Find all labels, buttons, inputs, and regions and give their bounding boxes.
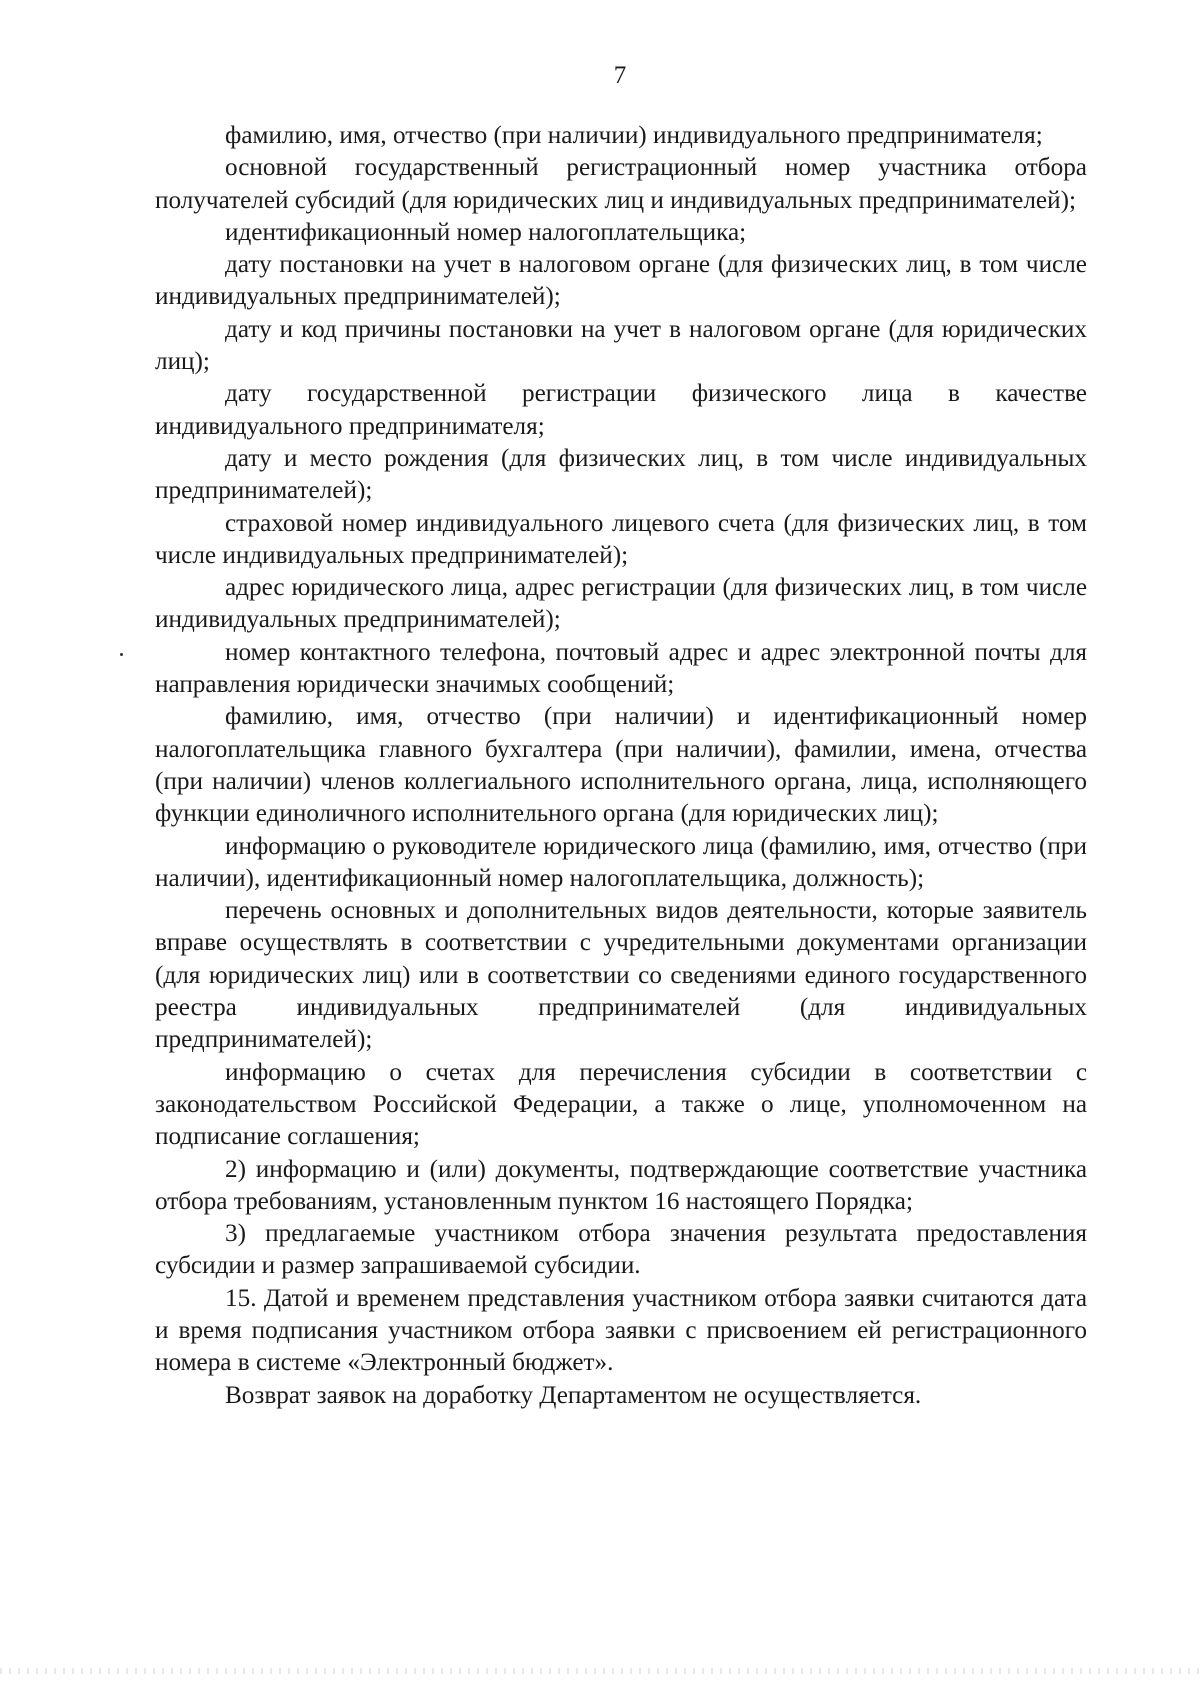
- paragraph-inn: идентификационный номер налогоплательщика;: [225, 218, 747, 246]
- paragraph-item-3: 3) предлагаемые участником отбора значения результата предоставления субсидии и размер запрашиваемой субсидии.: [155, 1220, 1087, 1280]
- scan-noise-edge: [0, 1668, 1200, 1674]
- paragraph-contacts: номер контактного телефона, почтовый адрес и адрес электронной почты для направления юридически значимых сообщений;: [155, 638, 1087, 699]
- paragraph-kpp: дату и код причины постановки на учет в налоговом органе (для юридических лиц);: [155, 315, 1087, 376]
- paragraph-chief-accountant: фамилию, имя, отчество (при наличии) и идентификационный номер налогоплательщика главного бухгалтера (при наличии), фамилии, имена, отчества (при наличии) членов коллегиального исполнительного органа, лица, исполняющего функции единоличного исполнительного органа (для юридических лиц);: [155, 703, 1087, 828]
- page-number: 7: [613, 62, 627, 89]
- paragraph-ogrn: основной государственный регистрационный номер участника отбора получателей субсидий (для юридических лиц и индивидуальных предпринимателей);: [155, 154, 1087, 214]
- paragraph-surname-name: фамилию, имя, отчество (при наличии) индивидуального предпринимателя;: [225, 122, 1043, 149]
- paragraph-address: адрес юридического лица, адрес регистрации (для физических лиц, в том числе индивидуальных предпринимателей);: [155, 574, 1087, 634]
- paragraph-ip-registration-date: дату государственной регистрации физического лица в качестве индивидуального предпринимателя;: [155, 380, 1087, 440]
- paragraph-accounts: информацию о счетах для перечисления субсидии в соответствии с законодательством Российской Федерации, а также о лице, уполномоченном на подписание соглашения;: [155, 1058, 1087, 1151]
- paragraph-return-note: Возврат заявок на доработку Департаментом не осуществляется.: [225, 1381, 922, 1409]
- document-body: [155, 120, 1087, 1412]
- paragraph-item-2: 2) информацию и (или) документы, подтверждающие соответствие участника отбора требованиям, установленным пунктом 16 настоящего Порядка;: [155, 1155, 1087, 1215]
- paragraph-snils: страховой номер индивидуального лицевого счета (для физических лиц, в том числе индивидуальных предпринимателей);: [155, 509, 1087, 569]
- paragraph-head-info: информацию о руководителе юридического лица (фамилию, имя, отчество (при наличии), идентификационный номер налогоплательщика, должность);: [155, 832, 1087, 892]
- paragraph-tax-registration-date: дату постановки на учет в налоговом органе (для физических лиц, в том числе индивидуальных предпринимателей);: [155, 251, 1087, 311]
- scan-speck: [120, 653, 123, 656]
- paragraph-activities: перечень основных и дополнительных видов деятельности, которые заявитель вправе осуществлять в соответствии с учредительными документами организации (для юридических лиц) или в соответствии со сведениями единого государственного реестра индивидуальных предпринимателей (для индивидуальных предпринимателей);: [155, 897, 1087, 1054]
- paragraph-birth-date-place: дату и место рождения (для физических лиц, в том числе индивидуальных предпринимателей);: [155, 444, 1087, 505]
- paragraph-clause-15: 15. Датой и временем представления участником отбора заявки считаются дата и время подписания участником отбора заявки с присвоением ей регистрационного номера в системе «Электронный бюджет».: [155, 1284, 1087, 1377]
